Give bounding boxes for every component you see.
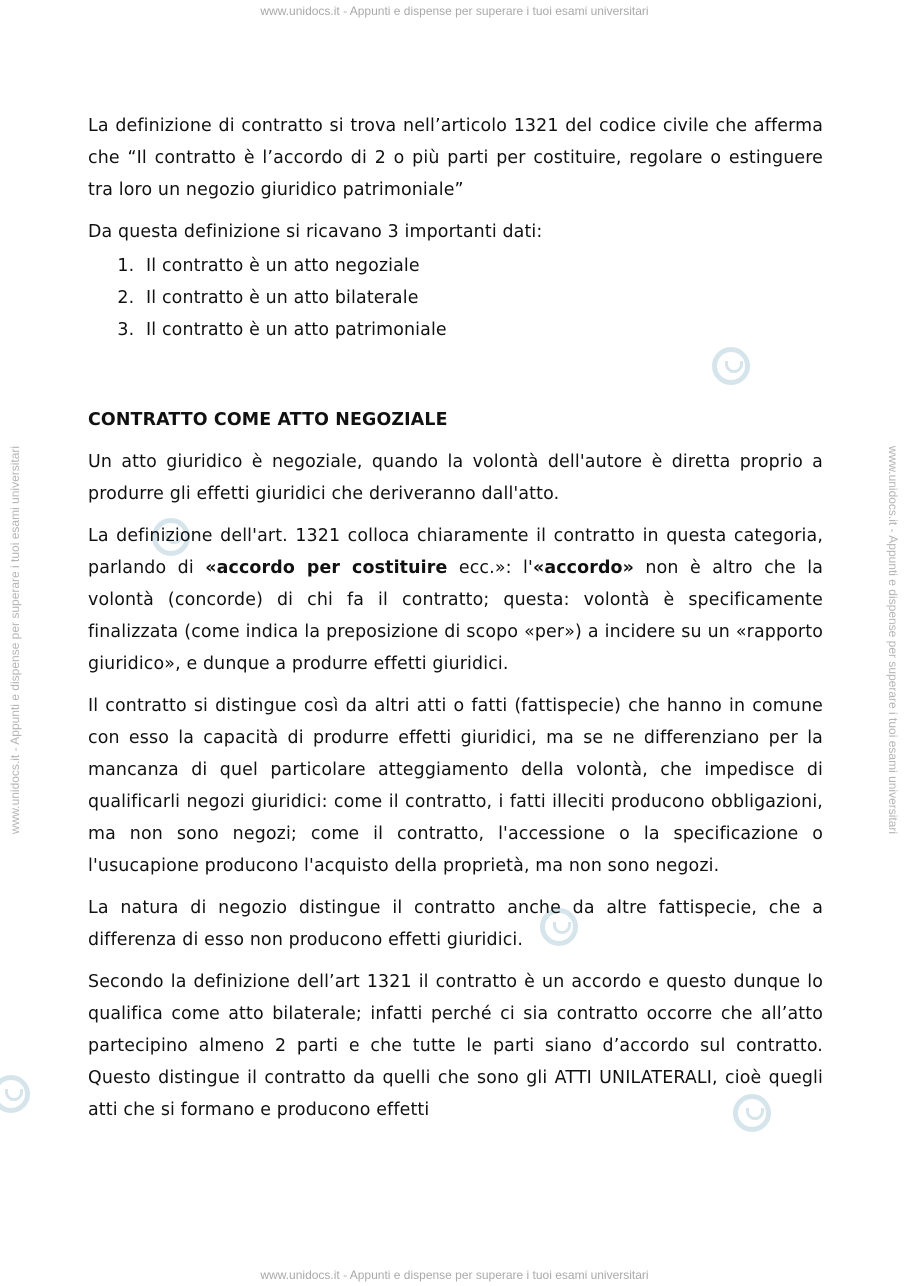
- header-watermark: www.unidocs.it - Appunti e dispense per superare i tuoi esami universitari: [260, 4, 649, 18]
- unidocs-logo-icon: [0, 1075, 30, 1113]
- paragraph-negoziale: Un atto giuridico è negoziale, quando la volontà dell'autore è diretta proprio a produrre gli effetti giuridici che deriveranno dall'atto.: [88, 452, 823, 504]
- list-item: 3. Il contratto è un atto patrimoniale: [140, 314, 823, 346]
- section-heading: CONTRATTO COME ATTO NEGOZIALE: [88, 410, 448, 430]
- side-watermark-right: www.unidocs.it - Appunti e dispense per superare i tuoi esami universitari: [886, 445, 900, 835]
- lead-paragraph: Da questa definizione si ricavano 3 importanti dati:: [88, 222, 543, 242]
- document-body: [88, 110, 823, 1136]
- bold-term: «accordo per costituire: [205, 558, 448, 578]
- footer-watermark: www.unidocs.it - Appunti e dispense per superare i tuoi esami universitari: [260, 1268, 649, 1282]
- text-run: non è altro che la volontà (concorde) di chi fa il contratto; questa: volontà è specificamente finalizzata (come indica la preposizione di scopo «per») a incidere su un «rapporto giuridico», e dunque a produrre effetti giuridici.: [88, 558, 824, 674]
- list-item: 1. Il contratto è un atto negoziale: [140, 250, 823, 282]
- text-run: La definizione dell'art. 1321 colloca chiaramente il contratto in questa categoria, parlando di: [88, 526, 823, 578]
- paragraph-natura: La natura di negozio distingue il contratto anche da altre fattispecie, che a differenza di esso non producono effetti giuridici.: [88, 898, 823, 950]
- text-run: ecc.»: l': [447, 558, 533, 578]
- paragraph-distinzione: Il contratto si distingue così da altri atti o fatti (fattispecie) che hanno in comune con esso la capacità di produrre effetti giuridici, ma se ne differenziano per la mancanza di quel particolare atteggiamento della volontà, che impedisce di qualificarli negozi giuridici: come il contratto, i fatti illeciti producono obbligazioni, ma non sono negozi; come il contratto, l'accessione o la specificazione o l'usucapione producono l'acquisto della proprietà, ma non sono negozi.: [88, 696, 823, 876]
- paragraph-definizione: [88, 520, 823, 680]
- side-watermark-left: www.unidocs.it - Appunti e dispense per superare i tuoi esami universitari: [8, 445, 22, 835]
- key-points-list: [88, 250, 823, 346]
- intro-paragraph: La definizione di contratto si trova nell’articolo 1321 del codice civile che afferma che “Il contratto è l’accordo di 2 o più parti per costituire, regolare o estinguere tra loro un negozio giuridico patrimoniale”: [88, 116, 823, 200]
- paragraph-bilaterale: Secondo la definizione dell’art 1321 il contratto è un accordo e questo dunque lo qualifica come atto bilaterale; infatti perché ci sia contratto occorre che all’atto partecipino almeno 2 parti e che tutte le parti siano d’accordo sul contratto. Questo distingue il contratto da quelli che sono gli ATTI UNILATERALI, cioè quegli atti che si formano e producono effetti: [88, 972, 823, 1120]
- bold-term: «accordo»: [532, 558, 635, 578]
- list-item: 2. Il contratto è un atto bilaterale: [140, 282, 823, 314]
